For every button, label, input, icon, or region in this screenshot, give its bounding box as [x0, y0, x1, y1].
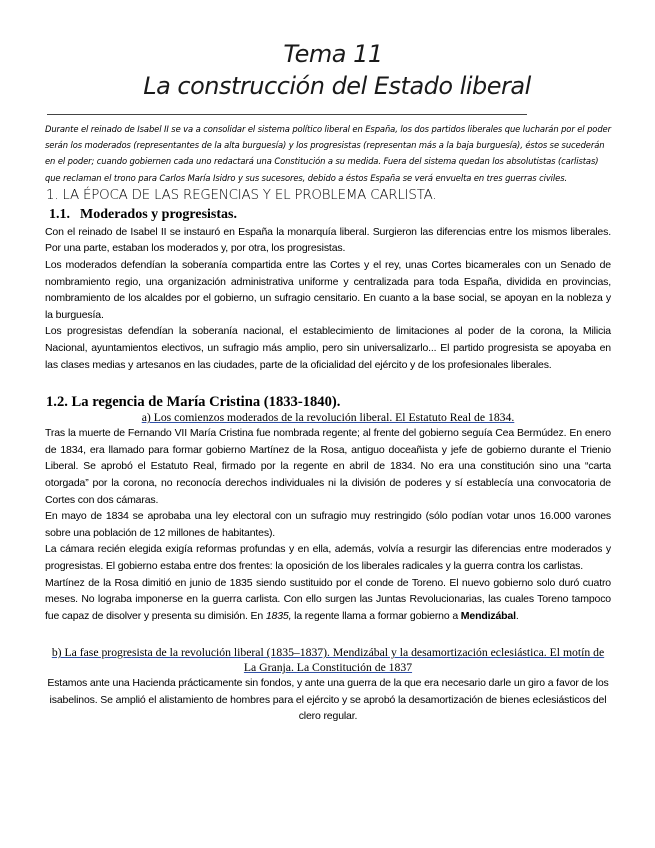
part-b-title: b) La fase progresista de la revolución liberal (1835–1837). Mendizábal y la desamortización eclesiástica. El motín de La Granja. La Constitución de 1837	[51, 646, 605, 675]
subsection-number: 1.1.	[49, 206, 70, 222]
year-italic: 1835,	[265, 609, 292, 622]
paragraph: Tras la muerte de Fernando VII María Cristina fue nombrada regente; al frente del gobierno seguía Cea Bermúdez. En enero de 1834, era llamado para formar gobierno Martínez de la Rosa, antiguo doceañista y jefe de gobierno durante el Trienio Liberal. Se aprobó el Estatuto Real, firmado por la regente en abril de 1834. No era una constitución sino una “carta otorgada” por la corona, no reconocía derechos individuales ni la división de poderes y sí establecía una convocatoria de Cortes con dos cámaras.	[45, 427, 611, 506]
paragraph-text: Martínez de la Rosa dimitió en junio de 1835 siendo sustituido por el conde de Toreno. El nuevo gobierno solo duró cuatro meses. No lograba imponerse en la guerra carlista. Con ello surgen las Juntas Revolucionarias, las cuales Toreno tampoco fue capaz de disolver y presenta su dimisión. En	[45, 576, 611, 622]
mendizabal-name: Mendizábal	[460, 609, 516, 622]
subsection-heading-1-1	[49, 206, 611, 224]
page-title-topic: Tema 11	[283, 40, 383, 68]
paragraph-text: la regente llama a formar gobierno a	[291, 609, 461, 622]
paragraph: Los moderados defendían la soberanía compartida entre las Cortes y el rey, unas Cortes bicamerales con un Senado de nombramiento regio, una organización administrativa uniforme y centralizada para toda España, dividida en provincias, nombramiento de los alcaldes por el gobierno, un sufragio censitario. En cuanto a la base social, se apoyan en la nobleza y la burguesía.	[45, 259, 611, 321]
intro-paragraph: Durante el reinado de Isabel II se va a consolidar el sistema político liberal en España, los dos partidos liberales que lucharán por el poder serán los moderados (representantes de la alta burguesía) y los progresistas (representan más a la baja burguesía), éstos se sucederán en el poder; cuando gobiernen cada uno redactará una Constitución a su medida. Fuera del sistema quedan los absolutistas (carlistas) que reclaman el trono para Carlos María Isidro y sus sucesores, debido a éstos España se verá envuelta en tres guerras civiles.	[45, 124, 611, 183]
paragraph: Los progresistas defendían la soberanía nacional, el establecimiento de limitaciones al poder de la corona, la Milicia Nacional, ayuntamientos electivos, un sufragio más amplio, pero sin universalizarlo... El partido progresista se apoyaba en las clases medias y artesanos en las ciudades, parte de la oficialidad del ejército y de los profesionales liberales.	[45, 325, 611, 371]
title-divider	[47, 114, 527, 115]
page-title: La construcción del Estado liberal	[143, 72, 531, 100]
paragraph: Estamos ante una Hacienda prácticamente sin fondos, y ante una guerra de la que era necesario darle un giro a favor de los isabelinos. Se amplió el alistamiento de hombres para el ejército y se aprobó la desamortización de bienes eclesiásticos del clero regular.	[47, 677, 609, 723]
title-block	[45, 0, 611, 102]
paragraph: Con el reinado de Isabel II se instauró en España la monarquía liberal. Surgieron las diferencias entre los mismos liberales. Por una parte, estaban los moderados y, por otra, los progresistas.	[45, 225, 611, 255]
subsection-title: Moderados y progresistas.	[80, 206, 237, 222]
paragraph: La cámara recién elegida exigía reformas profundas y en ella, además, volvía a resurgir las diferencias entre moderados y progresistas. El gobierno estaba entre dos frentes: la oposición de los liberales radicales y la guerra contra los carlistas.	[45, 543, 611, 572]
subsection-heading-1-2: 1.2. La regencia de María Cristina (1833-1840).	[46, 394, 341, 411]
paragraph: En mayo de 1834 se aprobaba una ley electoral con un sufragio muy restringido (sólo podían votar unos 16.000 varones sobre una población de 12 millones de habitantes).	[45, 510, 611, 539]
section-heading: 1. LA ÉPOCA DE LAS REGENCIAS Y EL PROBLEMA CARLISTA.	[46, 187, 437, 203]
part-a-title: a) Los comienzos moderados de la revolución liberal. El Estatuto Real de 1834.	[141, 411, 515, 425]
paragraph-end: .	[515, 609, 519, 622]
paragraph-last	[45, 575, 611, 625]
